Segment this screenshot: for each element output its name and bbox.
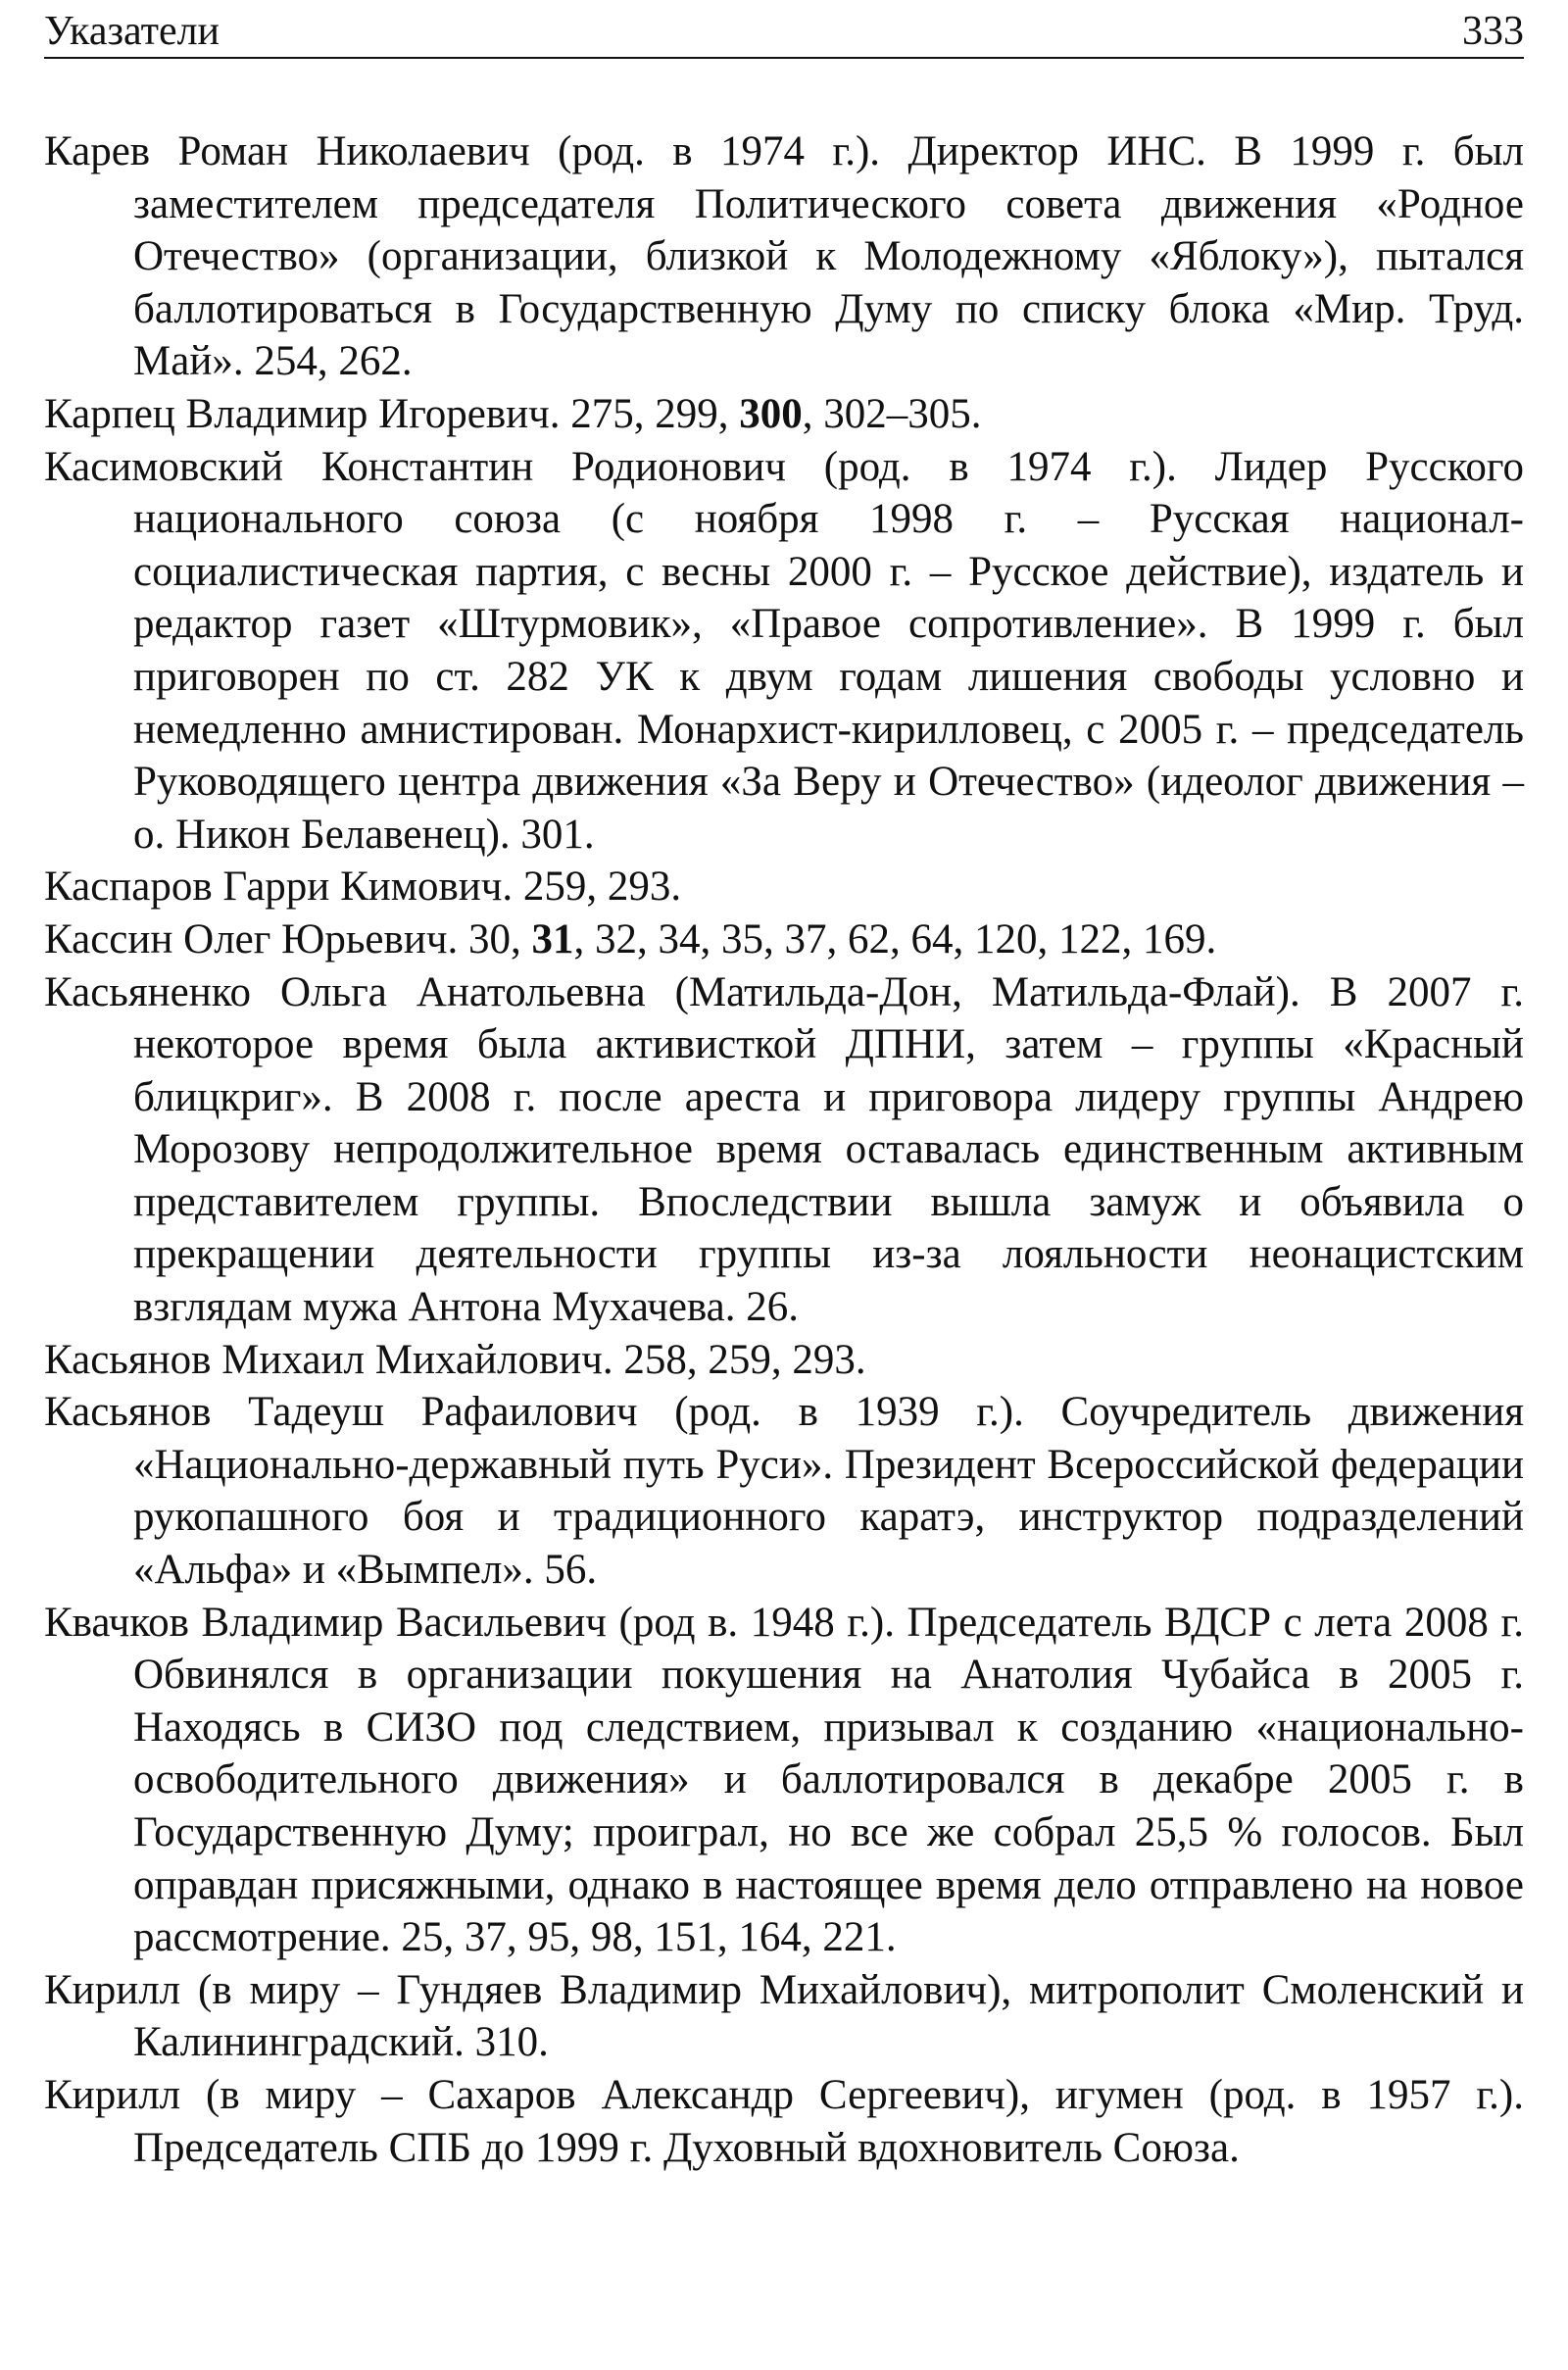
entry-page-bold: 31 xyxy=(531,915,574,963)
entry-text: , 32, 34, 35, 37, 62, 64, 120, 122, 169. xyxy=(573,915,1217,963)
entry-text: Каспаров Гарри Кимович. 259, 293. xyxy=(44,864,682,911)
entry-text: Кирилл (в миру – Сахаров Александр Сергеевич), игумен (род. в 1957 г.). Председатель СПБ до 1999 г. Духовный вдохновитель Союза. xyxy=(44,2071,1524,2171)
entry-text: Кассин Олег Юрьевич. 30, xyxy=(44,915,532,963)
index-entry xyxy=(44,2069,1524,2174)
entry-text: Карев Роман Николаевич (род. в 1974 г.). Директор ИНС. В 1999 г. был заместителем председателя Политического совета движения «Родное Отечество» (организации, близкой к Молодежному «Яблоку»), пытался баллотироваться в Государственную Думу по списку блока «Мир. Труд. Май». 254, 262. xyxy=(44,128,1524,385)
entry-text: , 302–305. xyxy=(802,390,982,437)
index-entry xyxy=(44,1334,1524,1387)
entry-text: Касьянов Тадеуш Рафаилович (род. в 1939 г.). Соучредитель движения «Национально-державный путь Руси». Президент Всероссийской федерации рукопашного боя и традиционного каратэ, инструктор подразделений «Альфа» и «Вымпел». 56. xyxy=(44,1389,1524,1594)
entry-text: Кирилл (в миру – Гундяев Владимир Михайлович), митрополит Смоленский и Калининградский. 310. xyxy=(44,1966,1524,2066)
running-header xyxy=(44,6,1524,59)
index-entries xyxy=(44,125,1524,2174)
entry-text: Касимовский Константин Родионович (род. в 1974 г.). Лидер Русского национального союза (с ноября 1998 г. – Русская национал-социалистическая партия, с весны 2000 г. – Русское действие), издатель и редактор газет «Штурмовик», «Правое сопротивление». В 1999 г. был приговорен по ст. 282 УК к двум годам лишения свободы условно и немедленно амнистирован. Монархист-кирилловец, с 2005 г. – председатель Руководящего центра движения «За Веру и Отечество» (идеолог движения – о. Никон Белавенец). 301. xyxy=(44,443,1524,858)
index-entry xyxy=(44,861,1524,913)
index-entry xyxy=(44,1964,1524,2069)
entry-text: Касьяненко Ольга Анатольевна (Матильда-Дон, Матильда-Флай). В 2007 г. некоторое время была активисткой ДПНИ, затем – группы «Красный блицкриг». В 2008 г. после ареста и приговора лидеру группы Андрею Морозову непродолжительное время оставалась единственным активным представителем группы. Впоследствии вышла замуж и объявила о прекращении деятельности группы из-за лояльности неонацистским взглядам мужа Антона Мухачева. 26. xyxy=(44,968,1524,1331)
index-entry xyxy=(44,913,1524,966)
entry-text: Касьянов Михаил Михайлович. 258, 259, 293. xyxy=(44,1336,866,1383)
entry-text: Квачков Владимир Васильевич (род в. 1948 г.). Председатель ВДСР с лета 2008 г. Обвинялся в организации покушения на Анатолия Чубайса в 2005 г. Находясь в СИЗО под следствием, призывал к созданию «национально-освободительного движения» и баллотировался в декабре 2005 г. в Государственную Думу; проиграл, но все же собрал 25,5 % голосов. Был оправдан присяжными, однако в настоящее время дело отправлено на новое рассмотрение. 25, 37, 95, 98, 151, 164, 221. xyxy=(44,1599,1524,1961)
index-entry xyxy=(44,388,1524,441)
page-number: 333 xyxy=(1462,9,1524,54)
index-entry xyxy=(44,441,1524,862)
section-title: Указатели xyxy=(44,9,220,54)
entry-text: Карпец Владимир Игоревич. 275, 299, xyxy=(44,390,740,437)
index-entry xyxy=(44,125,1524,388)
index-entry xyxy=(44,966,1524,1334)
index-entry xyxy=(44,1386,1524,1596)
entry-page-bold: 300 xyxy=(739,390,803,437)
index-entry xyxy=(44,1597,1524,1964)
